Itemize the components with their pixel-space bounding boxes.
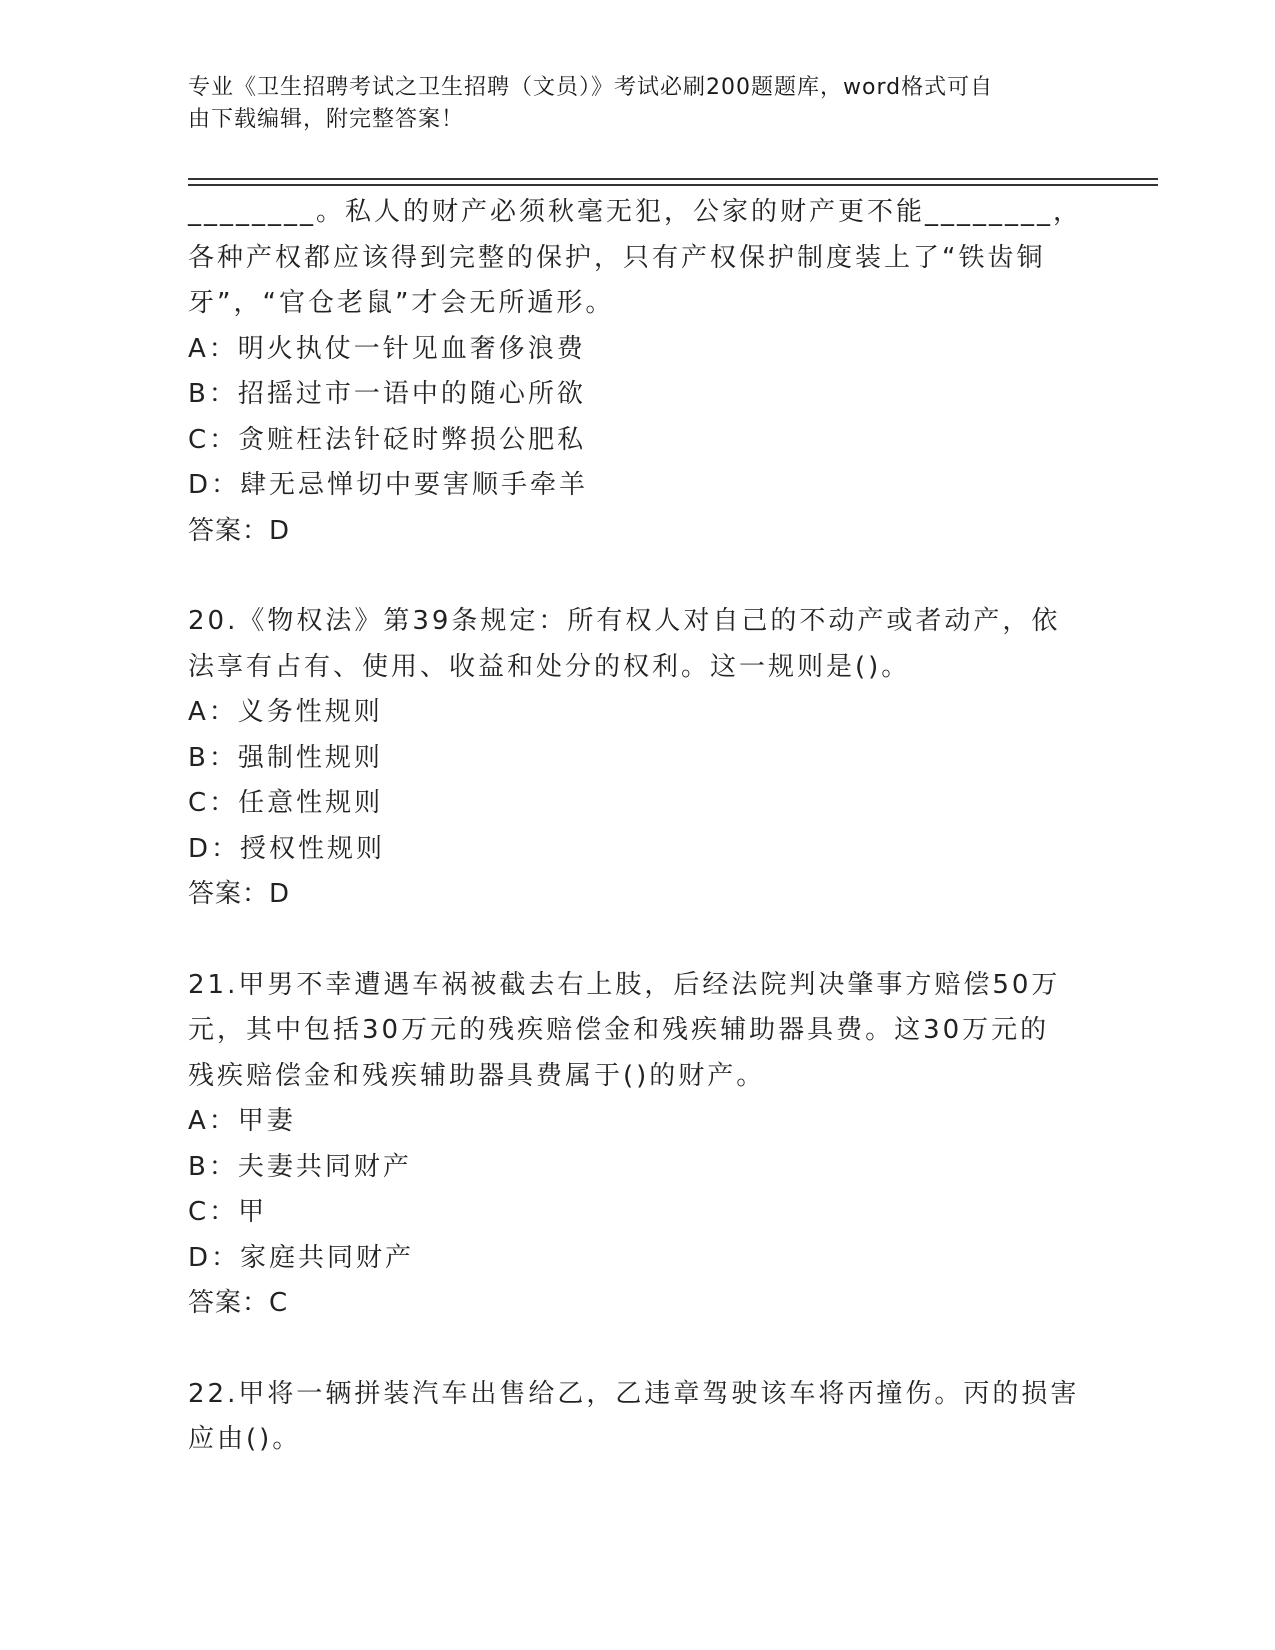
question-22 [188,1372,1088,1463]
question-stem-line: 应由()。 [188,1424,302,1454]
spacer [188,918,1088,963]
answer-line: 答案：D [188,879,291,909]
header-line-1: 专业《卫生招聘考试之卫生招聘（文员）》考试必刷200题题库，word格式可自 [188,75,994,100]
answer-line: 答案：C [188,1288,289,1318]
question-stem-line: 残疾赔偿金和残疾辅助器具费属于()的财产。 [188,1060,766,1091]
spacer [188,1327,1088,1372]
option-c: C：贪赃枉法针砭时弊损公肥私 [188,424,587,455]
question-stem-line: ________。私人的财产必须秋毫无犯，公家的财产更不能________， [188,197,1083,227]
question-stem-line: 20.《物权法》第39条规定：所有权人对自己的不动产或者动产，依 [188,606,1061,636]
option-b: B：招摇过市一语中的随心所欲 [188,379,586,409]
spacer [188,554,1088,599]
question-21 [188,963,1088,1327]
option-c: C：任意性规则 [188,788,384,818]
option-d: D：授权性规则 [188,833,386,864]
question-stem-line: 各种产权都应该得到完整的保护，只有产权保护制度装上了“铁齿铜 [188,242,1046,273]
question-stem-line: 元，其中包括30万元的残疾赔偿金和残疾辅助器具费。这30万元的 [188,1015,1050,1045]
question-stem-line: 22.甲将一辆拼装汽车出售给乙，乙违章驾驶该车将丙撞伤。丙的损害 [188,1378,1080,1409]
option-c: C：甲 [188,1197,268,1227]
question-20 [188,599,1088,918]
option-a: A：义务性规则 [188,697,383,727]
question-stem-line: 法享有占有、使用、收益和处分的权利。这一规则是()。 [188,651,911,682]
question-19 [188,190,1088,554]
question-list [188,190,1088,1463]
option-b: B：夫妻共同财产 [188,1151,412,1182]
header-divider-bottom [188,184,1158,186]
option-a: A：明火执仗一针见血奢侈浪费 [188,333,586,364]
answer-line: 答案：D [188,515,291,546]
option-d: D：肆无忌惮切中要害顺手牵羊 [188,470,589,500]
question-stem-line: 21.甲男不幸遭遇车祸被截去右上肢，后经法院判决肇事方赔偿50万 [188,969,1061,1000]
option-b: B：强制性规则 [188,742,383,773]
option-a: A：甲妻 [188,1106,296,1136]
question-stem-line: 牙”，“官仓老鼠”才会无所遁形。 [188,288,615,318]
document-header [188,72,1068,136]
header-line-2: 由下载编辑，附完整答案！ [188,107,465,132]
option-d: D：家庭共同财产 [188,1242,415,1273]
header-divider-top [188,178,1158,180]
